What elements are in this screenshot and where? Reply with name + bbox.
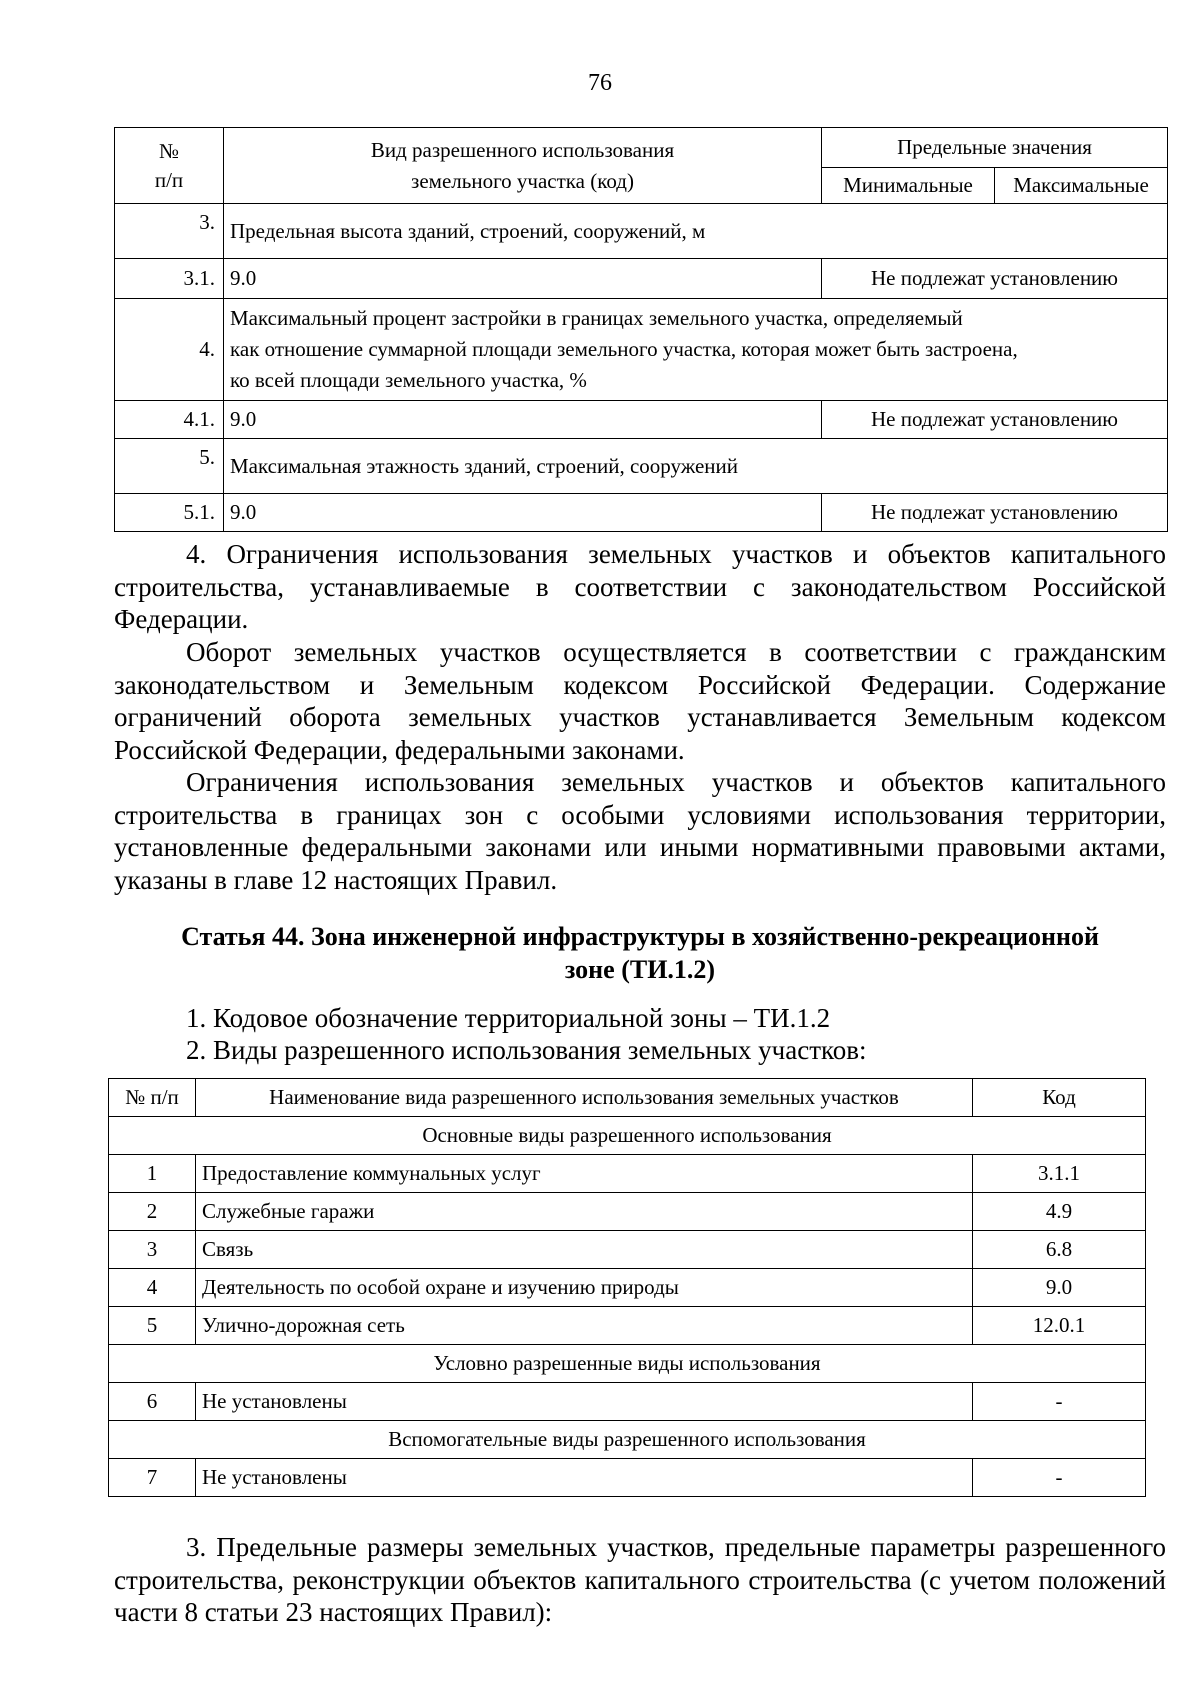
- row-name: Не установлены: [196, 1383, 973, 1421]
- row-value: Не подлежат установлению: [822, 259, 1168, 299]
- row-value: Не подлежат установлению: [822, 494, 1168, 532]
- row-code: 4.9: [973, 1193, 1146, 1231]
- row-num: 4.: [115, 299, 224, 401]
- table-row: [115, 204, 1168, 259]
- row-code: 6.8: [973, 1231, 1146, 1269]
- row-text: Предельная высота зданий, строений, сооружений, м: [224, 204, 1168, 259]
- row-code: 12.0.1: [973, 1307, 1146, 1345]
- paragraph-limit-sizes: 3. Предельные размеры земельных участков, предельные параметры разрешенного строительства, реконструкции объектов капитального строительства (с учетом положений части 8 статьи 23 настоящих Правил):: [114, 1532, 1166, 1628]
- row-name: Предоставление коммунальных услуг: [196, 1155, 973, 1193]
- row-value: Не подлежат установлению: [822, 401, 1168, 439]
- row-num: 2: [109, 1193, 196, 1231]
- table-row: [115, 439, 1168, 494]
- group-row: [109, 1117, 1146, 1155]
- group-conditional: Условно разрешенные виды использования: [109, 1345, 1146, 1383]
- table-row: [115, 494, 1168, 532]
- row-text: Максимальный процент застройки в границах земельного участка, определяемый как отношение суммарной площади земельного участка, которая может быть застроена, ко всей площади земельного участка, %: [224, 299, 1168, 401]
- group-main: Основные виды разрешенного использования: [109, 1117, 1146, 1155]
- group-row: [109, 1345, 1146, 1383]
- row-num: 5.1.: [115, 494, 224, 532]
- group-row: [109, 1421, 1146, 1459]
- table-row: [109, 1383, 1146, 1421]
- header-min: Минимальные: [822, 168, 995, 204]
- article-title-line2: зоне (ТИ.1.2): [564, 955, 716, 984]
- table-row: [109, 1307, 1146, 1345]
- header-max: Максимальные: [995, 168, 1168, 204]
- row-code: 9.0: [973, 1269, 1146, 1307]
- limits-table: [114, 127, 1168, 532]
- row-num: 4: [109, 1269, 196, 1307]
- row-num: 3: [109, 1231, 196, 1269]
- article-title-line1: Статья 44. Зона инженерной инфраструктуры в хозяйственно-рекреационной: [181, 922, 1099, 951]
- list-item-zone-code: 1. Кодовое обозначение территориальной зоны – ТИ.1.2: [186, 1003, 831, 1033]
- page-number: 76: [588, 70, 612, 96]
- table-row: [115, 299, 1168, 401]
- row-name: Деятельность по особой охране и изучению природы: [196, 1269, 973, 1307]
- row-text: Максимальная этажность зданий, строений, сооружений: [224, 439, 1168, 494]
- header-limits: Предельные значения: [822, 128, 1168, 168]
- header-name: Вид разрешенного использования земельного участка (код): [224, 128, 822, 204]
- permitted-uses-table: [108, 1078, 1146, 1497]
- row-name: Служебные гаражи: [196, 1193, 973, 1231]
- paragraph-restrictions: 4. Ограничения использования земельных участков и объектов капитального строительства, устанавливаемые в соответствии с законодательством Российской Федерации.: [114, 539, 1166, 635]
- row-num: 7: [109, 1459, 196, 1497]
- table-header-row: [109, 1079, 1146, 1117]
- row-code: 9.0: [224, 259, 822, 299]
- row-num: 3.1.: [115, 259, 224, 299]
- group-auxiliary: Вспомогательные виды разрешенного использования: [109, 1421, 1146, 1459]
- row-code: 3.1.1: [973, 1155, 1146, 1193]
- row-name: Улично-дорожная сеть: [196, 1307, 973, 1345]
- row-num: 3.: [115, 204, 224, 259]
- table-row: [109, 1269, 1146, 1307]
- header-num: № п/п: [115, 128, 224, 204]
- header-num: № п/п: [109, 1079, 196, 1117]
- row-code: 9.0: [224, 494, 822, 532]
- table-row: [109, 1231, 1146, 1269]
- row-code: -: [973, 1383, 1146, 1421]
- header-name: Наименование вида разрешенного использования земельных участков: [196, 1079, 973, 1117]
- row-num: 5.: [115, 439, 224, 494]
- row-num: 5: [109, 1307, 196, 1345]
- table-row: [109, 1459, 1146, 1497]
- row-num: 1: [109, 1155, 196, 1193]
- table-row: [109, 1193, 1146, 1231]
- table-row: [115, 401, 1168, 439]
- row-name: Не установлены: [196, 1459, 973, 1497]
- table-row: [115, 259, 1168, 299]
- row-name: Связь: [196, 1231, 973, 1269]
- row-num: 4.1.: [115, 401, 224, 439]
- paragraph-turnover: Оборот земельных участков осуществляется в соответствии с гражданским законодательством и Земельным кодексом Российской Федерации. Содержание ограничений оборота земельных участков устанавливается Земельным кодексом Российской Федерации, федеральными законами.: [114, 637, 1166, 765]
- list-item-permitted-uses: 2. Виды разрешенного использования земельных участков:: [186, 1035, 867, 1065]
- table-header-row: [115, 128, 1168, 168]
- row-num: 6: [109, 1383, 196, 1421]
- table-row: [109, 1155, 1146, 1193]
- row-code: 9.0: [224, 401, 822, 439]
- row-code: -: [973, 1459, 1146, 1497]
- header-code: Код: [973, 1079, 1146, 1117]
- paragraph-zones: Ограничения использования земельных участков и объектов капитального строительства в границах зон с особыми условиями использования территории, установленные федеральными законами или иными нормативными правовыми актами, указаны в главе 12 настоящих Правил.: [114, 767, 1166, 895]
